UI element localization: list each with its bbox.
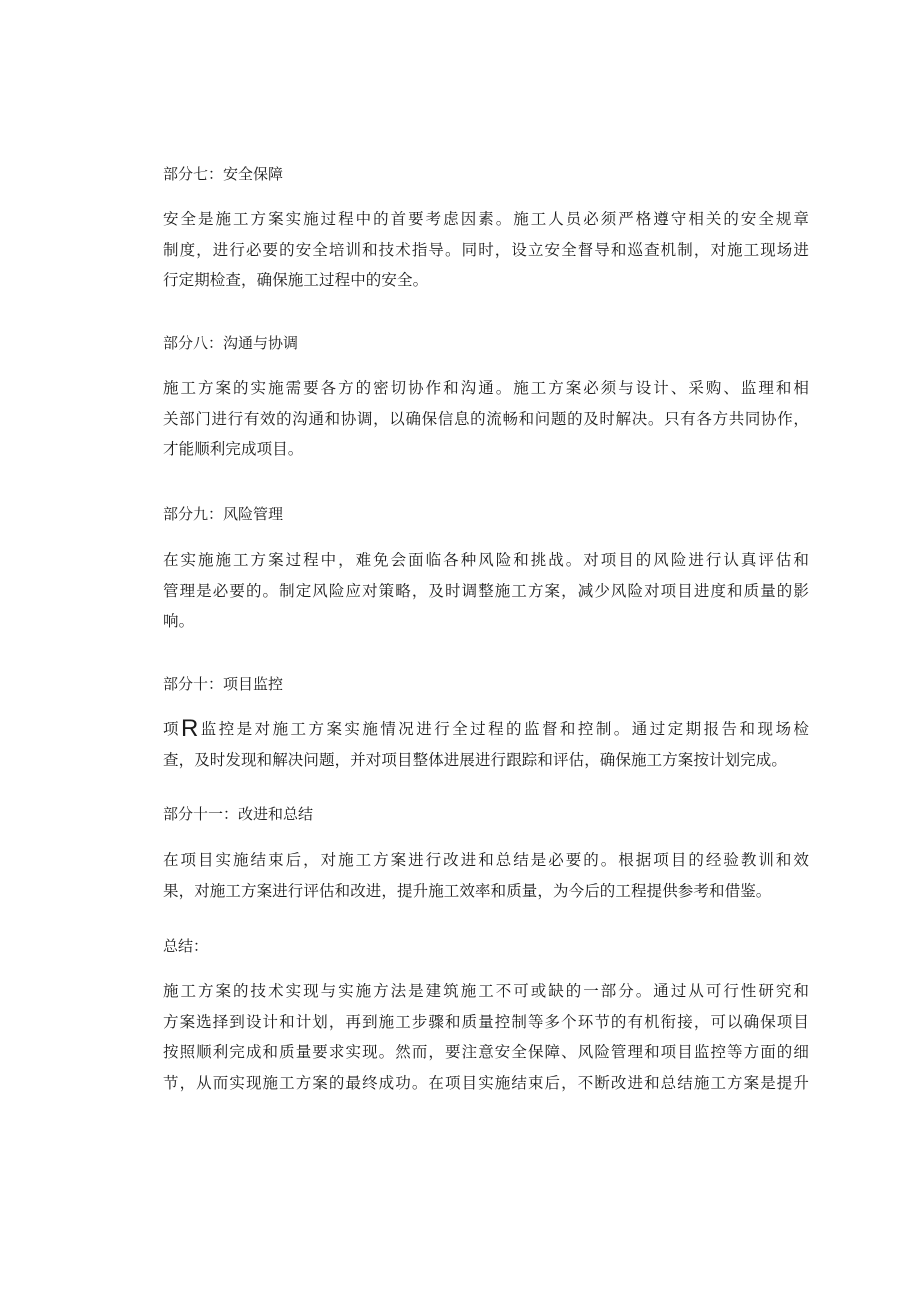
paragraph-line: 施工方案的实施需要各方的密切协作和沟通。施工方案必须与设计、采购、监理和相 (163, 379, 809, 397)
paragraph-line: 果，对施工方案进行评估和改进，提升施工效率和质量，为今后的工程提供参考和借鉴。 (163, 881, 772, 900)
line-rest: 监控是对施工方案实施情况进行全过程的监督和控制。通过定期报告和现场检 (198, 720, 809, 738)
summary-paragraph (163, 976, 809, 1098)
paragraph-line: 安全是施工方案实施过程中的首要考虑因素。施工人员必须严格遵守相关的安全规章 (163, 210, 809, 228)
ocr-artifact-letter: R (180, 715, 199, 742)
section-paragraph (163, 545, 809, 637)
paragraph-line: 在实施施工方案过程中，难免会面临各种风险和挑战。对项目的风险进行认真评估和 (163, 551, 809, 569)
section-paragraph (163, 845, 809, 906)
paragraph-line (163, 714, 809, 745)
paragraph-line: 节，从而实现施工方案的最终成功。在项目实施结束后，不断改进和总结施工方案是提升 (163, 1073, 809, 1092)
section-heading: 部分十一：改进和总结 (163, 805, 314, 823)
paragraph-line: 按照顺利完成和质量要求实现。然而，要注意安全保障、风险管理和项目监控等方面的细 (163, 1043, 809, 1061)
paragraph-line: 在项目实施结束后，对施工方案进行改进和总结是必要的。根据项目的经验教训和效 (163, 851, 809, 869)
section-heading: 部分七：安全保障 (163, 165, 284, 183)
paragraph-line: 查，及时发现和解决问题，并对项目整体进展进行跟踪和评估，确保施工方案按计划完成。 (163, 750, 788, 769)
paragraph-line: 管理是必要的。制定风险应对策略，及时调整施工方案，减少风险对项目进度和质量的影 (163, 581, 809, 600)
line-prefix: 项 (163, 720, 181, 738)
paragraph-line: 才能顺利完成项目。 (163, 440, 304, 458)
section-heading: 部分九：风险管理 (163, 505, 284, 523)
paragraph-line: 行定期检查，确保施工过程中的安全。 (163, 271, 429, 289)
summary-heading: 总结： (163, 937, 209, 955)
paragraph-line: 关部门进行有效的沟通和协调，以确保信息的流畅和问题的及时解决。只有各方共同协作， (163, 409, 809, 428)
section-paragraph (163, 714, 809, 775)
paragraph-line: 响。 (163, 612, 195, 630)
paragraph-line: 制度，进行必要的安全培训和技术指导。同时，设立安全督导和巡查机制，对施工现场进 (163, 240, 809, 259)
section-paragraph (163, 373, 809, 465)
section-heading: 部分十：项目监控 (163, 675, 284, 693)
section-paragraph (163, 204, 809, 296)
section-heading: 部分八：沟通与协调 (163, 334, 299, 352)
paragraph-line: 施工方案的技术实现与实施方法是建筑施工不可或缺的一部分。通过从可行性研究和 (163, 982, 809, 1000)
paragraph-line: 方案选择到设计和计划，再到施工步骤和质量控制等多个环节的有机衔接，可以确保项目 (163, 1012, 809, 1031)
